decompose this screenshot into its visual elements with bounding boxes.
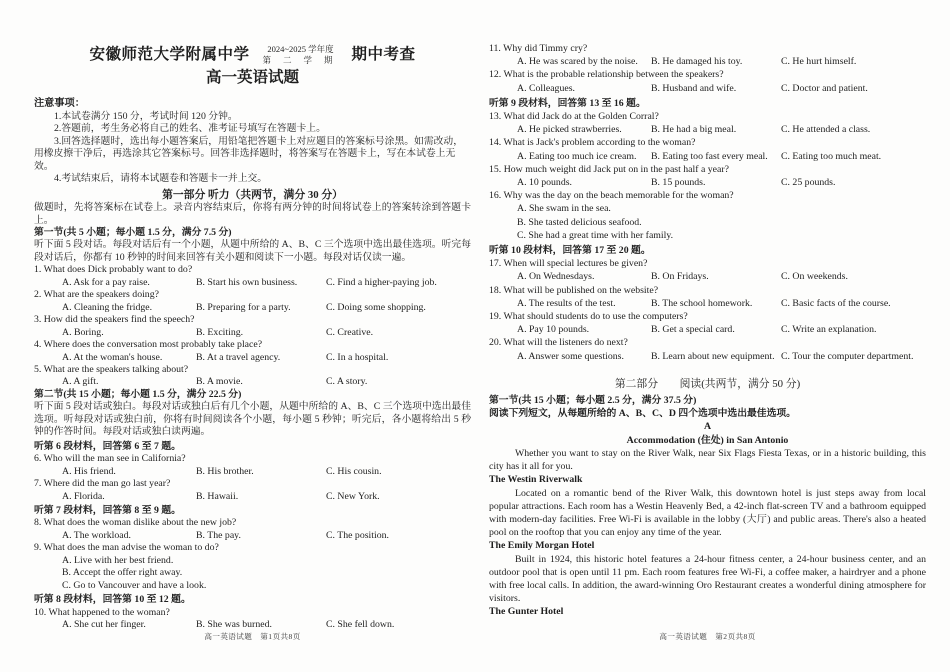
page-1-footer: 高一英语试题 第1页共8页 (204, 631, 301, 641)
question-option-c: C. New York. (326, 490, 380, 502)
question-option-a: A. Live with her best friend. (62, 554, 174, 566)
question-option-c: C. She had a great time with her family. (517, 229, 674, 241)
question-options (34, 352, 471, 364)
question-option-b: B. Exciting. (196, 326, 244, 338)
material-heading: 听第 6 段材料，回答第 6 至 7 题。 (34, 440, 181, 452)
question-option-c: C. Find a higher-paying job. (326, 276, 437, 288)
academic-year: 2024~2025 学年度 (267, 44, 334, 54)
passage-paragraph: Located on a romantic bend of the River Walk, this downtown hotel is just steps away from local popular attractions. Each room has a Westin Heavenly Bed, a 42-inch flat-screen TV and a bathroom equipped with modern-day facilities. Free Wi-Fi is available in the lobby (大厅) and public areas. There's also a heated pool on the rooftop that you can enjoy any time of the year. (489, 487, 926, 539)
question-options (489, 323, 926, 336)
question-option-b: B. Start his own business. (196, 276, 298, 288)
question-option-a: A. At the woman's house. (62, 351, 163, 363)
question-option-b: B. 15 pounds. (651, 177, 706, 189)
question-option-b: B. On Fridays. (651, 271, 709, 283)
question-options (34, 466, 471, 478)
question-option-c: C. He hurt himself. (781, 56, 857, 68)
question-option-c: C. The position. (326, 529, 389, 541)
question-text: 20. What will the listeners do next? (489, 337, 628, 349)
question-option-b: B. Get a special card. (651, 324, 735, 336)
question-option-c: C. Basic facts of the course. (781, 297, 891, 309)
question-text: 10. What happened to the woman? (34, 606, 170, 618)
paper-title: 高一英语试题 (205, 69, 299, 86)
question (489, 42, 926, 68)
question-option-a: A. She cut her finger. (62, 619, 146, 631)
question-text: 14. What is Jack's problem according to the woman? (489, 137, 696, 149)
material-heading: 听第 8 段材料，回答第 10 至 12 题。 (34, 594, 191, 606)
question-option-a: A. Florida. (62, 490, 105, 502)
school-year-term (255, 44, 347, 65)
question-options (34, 491, 471, 503)
question-text: 15. How much weight did Jack put on in the past half a year? (489, 163, 729, 175)
question (34, 607, 471, 632)
instruction-paragraph: 听下面 5 段对话或独白。每段对话或独白后有几个小题，从题中所给的 A、B、C 三个选项中选出最佳选项。听每段对话或独白前，你将有时间阅读各个小题，每小题 5 秒钟；听完后，各小题将给出 5 秒钟的作答时间。每段对话或独白读两遍。 (34, 401, 471, 438)
question-text: 11. Why did Timmy cry? (489, 43, 588, 54)
question (489, 68, 926, 94)
question-option-c: C. Doing some shopping. (326, 301, 426, 313)
notice-item: 3.回答选择题时，选出每小题答案后，用铅笔把答题卡上对应题目的答案标号涂黑。如需改动，用橡皮擦干净后，再选涂其它答案标号。回答非选择题时，将答案写在答题卡上，写在本试卷上无效。 (34, 135, 464, 172)
question-option-b: B. Accept the offer right away. (62, 567, 183, 579)
question-option-c: C. A story. (326, 376, 368, 388)
question (489, 136, 926, 162)
question (34, 364, 471, 389)
question-option-b: B. The pay. (196, 529, 241, 541)
question-option-a: A. On Wednesdays. (517, 271, 595, 283)
page-1 (34, 0, 471, 672)
passage-paragraph: Whether you want to stay on the River Walk, near Six Flags Fiesta Texas, or in a historic building, this city has it all for you. (489, 447, 926, 473)
instruction-paragraph: 做题时，先将答案标在试卷上。录音内容结束后，你将有两分钟的时间将试卷上的答案转涂到答题卡上。 (34, 202, 471, 226)
question-text: 13. What did Jack do at the Golden Corral? (489, 111, 659, 123)
question-option-b: B. Preparing for a party. (196, 301, 291, 313)
passage-title: Accommodation (住处) in San Antonio (626, 434, 789, 446)
question-option-a: A. His friend. (62, 465, 116, 477)
question-option-c: C. His cousin. (326, 465, 382, 477)
question-text: 4. Where does the conversation most probably take place? (34, 339, 263, 351)
question (34, 517, 471, 542)
question (489, 163, 926, 189)
question-text: 7. Where did the man go last year? (34, 478, 171, 490)
question-options (34, 302, 471, 314)
question-option-b: B. Eating too fast every meal. (651, 150, 768, 162)
section-heading: 阅读下列短文，从每题所给的 A、B、C、D 四个选项中选出最佳选项。 (489, 408, 796, 420)
page-2-content (489, 42, 926, 619)
passage-paragraph: Built in 1924, this historic hotel features a 24-hour fitness center, a 24-hour business center, and an outdoor pool that is open until 11 pm. Each room features free Wi-Fi, a coffee maker, a hairdryer and a phone with free local calls. In addition, the award-winning Oro Restaurant creates a wonderful dining atmosphere for visitors. (489, 553, 926, 605)
hotel-name: The Emily Morgan Hotel (489, 540, 595, 552)
question-options (489, 270, 926, 283)
question-option-c: C. She fell down. (326, 619, 395, 631)
hotel-name: The Gunter Hotel (489, 606, 564, 618)
exam-type: 期中考查 (351, 45, 416, 63)
question-option-a: A. Colleagues. (517, 82, 575, 94)
question-options (489, 150, 926, 163)
question (34, 478, 471, 503)
question-option-a: A. Ask for a pay raise. (62, 276, 150, 288)
question-text: 19. What should students do to use the computers? (489, 311, 688, 323)
question-text: 2. What are the speakers doing? (34, 289, 159, 301)
question-option-a: A. Cleaning the fridge. (62, 301, 153, 313)
question-text: 3. How did the speakers find the speech? (34, 314, 195, 326)
question (489, 189, 926, 242)
question-option-c: C. Doctor and patient. (781, 82, 868, 94)
question-option-c: C. Eating too much meat. (781, 150, 882, 162)
question (34, 289, 471, 314)
exam-title (34, 44, 471, 65)
material-heading: 听第 7 段材料，回答第 8 至 9 题。 (34, 504, 181, 516)
page-2-footer: 高一英语试题 第2页共8页 (659, 631, 756, 641)
section-heading: 第一节(共 15 小题；每小题 2.5 分，满分 37.5 分) (489, 395, 697, 407)
question-options (489, 297, 926, 310)
question-option-a: A. A gift. (62, 376, 99, 388)
question-option-c: C. On weekends. (781, 271, 848, 283)
question-text: 8. What does the woman dislike about the new job? (34, 517, 237, 529)
question-option-b: B. Hawaii. (196, 490, 239, 502)
material-heading: 听第 10 段材料，回答第 17 至 20 题。 (489, 245, 651, 257)
part-heading: 第一部分 听力（共两节，满分 30 分） (162, 188, 343, 201)
question-option-a: A. Answer some questions. (517, 350, 624, 362)
material-heading: 听第 9 段材料，回答第 13 至 16 题。 (489, 97, 646, 109)
question-option-b: B. Learn about new equipment. (651, 350, 775, 362)
question-option-a: A. The workload. (62, 529, 131, 541)
question-option-a: A. Pay 10 pounds. (517, 324, 590, 336)
instruction-paragraph: 听下面 5 段对话。每段对话后有一个小题，从题中所给的 A、B、C 三个选项中选出最佳选项。听完每段对话后，你都有 10 秒钟的时间来回答有关小题和阅读下一小题。每段对话仅读一遍。 (34, 239, 471, 263)
page-1-content (34, 98, 471, 631)
question-text: 6. Who will the man see in California? (34, 453, 186, 465)
question-options (34, 530, 471, 542)
question (34, 339, 471, 364)
question (34, 453, 471, 478)
school-name: 安徽师范大学附属中学 (89, 45, 250, 63)
question-options (34, 277, 471, 289)
question (489, 284, 926, 310)
question-option-a: A. The results of the test. (517, 297, 616, 309)
question-option-a: A. Boring. (62, 326, 104, 338)
question (34, 542, 471, 592)
question-option-c: C. 25 pounds. (781, 177, 836, 189)
question-options (489, 350, 926, 363)
passage-title: A (703, 421, 712, 433)
question-option-b: B. At a travel agency. (196, 351, 281, 363)
question-option-b: B. Husband and wife. (651, 82, 737, 94)
question-option-c: C. Tour the computer department. (781, 350, 914, 362)
question-options (489, 55, 926, 68)
question-option-a: A. Eating too much ice cream. (517, 150, 637, 162)
term: 第二学期 (262, 54, 345, 65)
question-option-b: B. A movie. (196, 376, 243, 388)
question (489, 310, 926, 336)
question-option-b: B. He damaged his toy. (651, 56, 743, 68)
question (489, 257, 926, 283)
page-2 (489, 0, 926, 672)
question-option-b: B. She was burned. (196, 619, 272, 631)
question-option-c: C. He attended a class. (781, 124, 871, 136)
part-heading: 第二部分 阅读(共两节，满分 50 分) (614, 377, 801, 390)
question-text: 12. What is the probable relationship between the speakers? (489, 69, 724, 81)
question-option-b: B. She tasted delicious seafood. (517, 216, 642, 228)
question-option-a: A. She swam in the sea. (517, 203, 611, 215)
question-options (489, 123, 926, 136)
question-options (34, 376, 471, 388)
question-options (489, 176, 926, 189)
question (489, 336, 926, 362)
question-option-c: C. Creative. (326, 326, 374, 338)
hotel-name: The Westin Riverwalk (489, 474, 583, 486)
section-heading: 第一节(共 5 小题；每小题 1.5 分，满分 7.5 分) (34, 226, 232, 238)
question (34, 264, 471, 289)
question-options (489, 82, 926, 95)
question (34, 314, 471, 339)
question-text: 18. What will be published on the website? (489, 284, 659, 296)
question-option-c: C. Write an explanation. (781, 324, 877, 336)
notice-item: 4.考试结束后，请将本试题卷和答题卡一并上交。 (54, 173, 268, 185)
question-text: 17. When will special lectures be given? (489, 258, 648, 270)
question-option-b: B. The school homework. (651, 297, 753, 309)
question-text: 5. What are the speakers talking about? (34, 363, 189, 375)
question-option-b: B. He had a big meal. (651, 124, 737, 136)
question-option-c: C. In a hospital. (326, 351, 389, 363)
question-options (34, 327, 471, 339)
question (489, 110, 926, 136)
notice-item: 2.答题前，考生务必将自己的姓名、准考证号填写在答题卡上。 (54, 123, 326, 135)
question-option-c: C. Go to Vancouver and have a look. (62, 579, 207, 591)
question-option-a: A. He picked strawberries. (517, 124, 622, 136)
notice-item: 1.本试卷满分 150 分，考试时间 120 分钟。 (54, 110, 238, 122)
question-text: 16. Why was the day on the beach memorable for the woman? (489, 190, 734, 202)
section-heading: 第二节(共 15 小题；每小题 1.5 分，满分 22.5 分) (34, 388, 242, 400)
question-option-a: A. He was scared by the noise. (517, 56, 638, 68)
question-option-b: B. His brother. (196, 465, 254, 477)
question-text: 9. What does the man advise the woman to do? (34, 542, 219, 554)
question-text: 1. What does Dick probably want to do? (34, 264, 193, 276)
notice-heading: 注意事项： (34, 98, 85, 110)
question-option-a: A. 10 pounds. (517, 177, 572, 189)
